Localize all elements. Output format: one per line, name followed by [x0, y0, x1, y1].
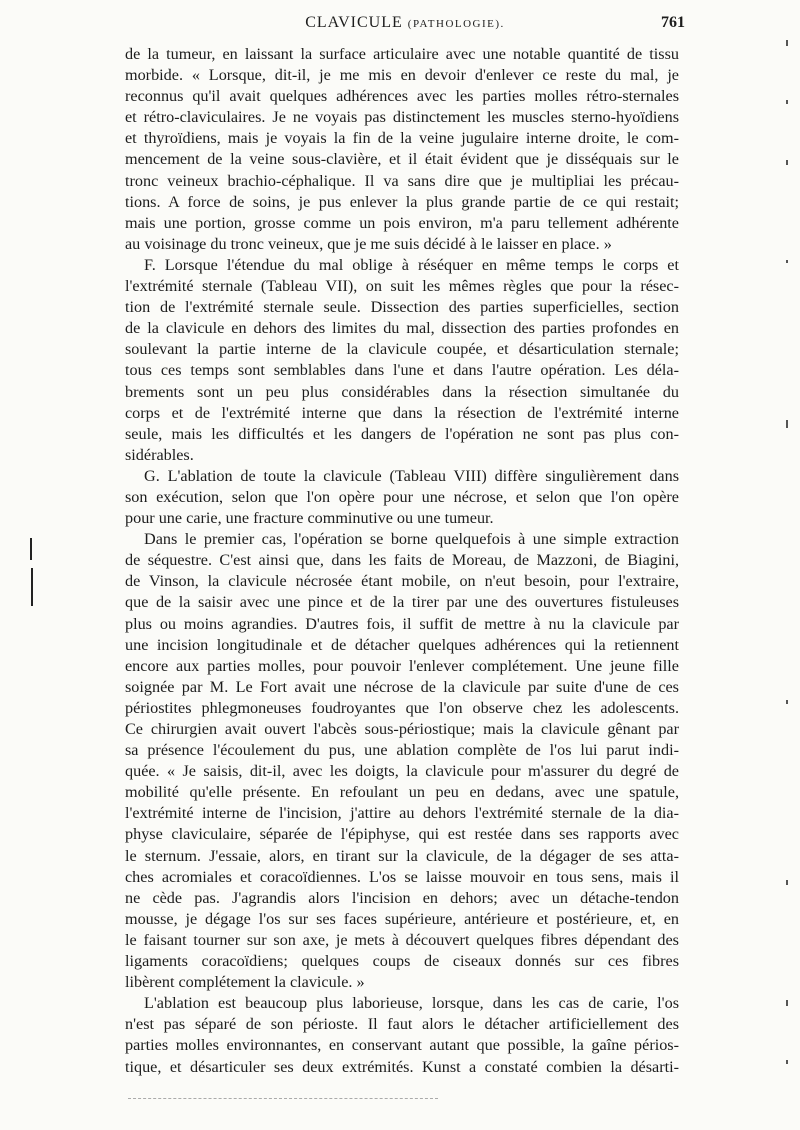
text-line: tions. A force de soins, je pus enlever la plus grande partie de ce qui restait;	[125, 192, 679, 211]
text-line: tion de l'extrémité sternale seule. Dissection des parties superficielles, section	[125, 298, 679, 317]
text-line: G. L'ablation de toute la clavicule (Tableau VIII) diffère singulièrement dans	[144, 466, 679, 485]
text-line: l'extrémité sternale (Tableau VII), on suit les mêmes règles que pour la résec-	[125, 277, 679, 296]
text-line: Dans le premier cas, l'opération se borne quelquefois à une simple extraction	[144, 530, 679, 549]
margin-bracket-marks	[28, 538, 36, 608]
text-line: de la clavicule en dehors des limites du mal, dissection des parties profondes en	[125, 319, 679, 338]
text-line: l'extrémité interne de l'incision, j'attire au dehors l'extrémité sternale de la dia-	[125, 804, 679, 823]
text-line: brements sont un peu plus considérables dans la résection simultanée du	[125, 382, 679, 401]
text-line: de séquestre. C'est ainsi que, dans les faits de Moreau, de Mazzoni, de Biagini,	[125, 551, 679, 570]
text-line: tronc veineux brachio-céphalique. Il va sans dire que je multipliai les précau-	[125, 171, 679, 190]
running-title	[125, 14, 685, 32]
text-line: parties molles environnantes, en conservant autant que possible, la gaîne périos-	[125, 1036, 679, 1055]
text-line: quée. « Je saisis, dit-il, avec les doigts, la clavicule pour m'assurer du degré de	[125, 762, 679, 781]
text-line: et thyroïdiens, mais je voyais la fin de la veine jugulaire interne droite, le com-	[125, 129, 679, 148]
text-line: de la tumeur, en laissant la surface articulaire avec une notable quantité de tissu	[125, 45, 679, 63]
text-line: Ce chirurgien avait ouvert l'abcès sous-périostique; mais la clavicule gênant par	[125, 720, 679, 738]
text-line: le faisant tourner sur son axe, je mets à découvert quelques fibres dépendant des	[125, 930, 679, 949]
text-line: encore aux parties molles, pour pouvoir l'enlever complétement. Une jeune fille	[125, 656, 679, 675]
header-title: CLAVICULE	[305, 14, 403, 31]
text-line: mencement de la veine sous-clavière, et il était évident que je disséquais sur le	[125, 150, 679, 169]
text-line: seule, mais les difficultés et les dangers de l'opération ne sont pas plus con-	[125, 424, 679, 443]
page-number: 761	[661, 14, 685, 31]
text-line: pour une carie, une fracture comminutive ou une tumeur.	[125, 509, 494, 528]
text-line: au voisinage du tronc veineux, que je me suis décidé à le laisser en place. »	[125, 234, 612, 253]
text-line: physe claviculaire, séparée de l'épiphyse, qui est restée dans ses rapports avec	[125, 825, 679, 844]
text-line: mais une portion, grosse comme un pois environ, m'a paru tellement adhérente	[125, 213, 679, 232]
text-line: plus ou moins agrandies. D'autres fois, il suffit de mettre à nu la clavicule par	[125, 614, 679, 633]
scan-edge-specks	[786, 0, 792, 1130]
text-line: ches acromiales et coracoïdiennes. L'os se laisse mouvoir en tous sens, mais il	[125, 867, 679, 886]
text-line: ligaments coracoïdiens; quelques coups de ciseaux donnés sur ces fibres	[125, 952, 679, 971]
header-subtitle: (PATHOLOGIE).	[407, 18, 505, 30]
text-line: sidérables.	[125, 445, 194, 464]
text-line: libèrent complétement la clavicule. »	[125, 973, 365, 992]
text-line: n'est pas séparé de son périoste. Il faut alors le détacher artificiellement des	[125, 1015, 679, 1034]
body-text	[125, 44, 679, 1078]
text-line: mobilité qu'elle présente. En refoulant un peu en dedans, avec une spatule,	[125, 783, 679, 802]
text-line: soulevant la partie interne de la clavicule coupée, et désarticulation sternale;	[125, 340, 679, 359]
text-line: soignée par M. Le Fort avait une nécrose de la clavicule par suite d'une de ces	[125, 677, 679, 696]
text-line: F. Lorsque l'étendue du mal oblige à réséquer en même temps le corps et	[144, 255, 679, 274]
text-line: mousse, je dégage l'os sur ses faces supérieure, antérieure et postérieure, et, en	[125, 909, 679, 928]
text-line: et rétro-claviculaires. Je ne voyais pas distinctement les muscles sterno-hyoïdiens	[125, 108, 679, 127]
text-line: L'ablation est beaucoup plus laborieuse, lorsque, dans les cas de carie, l'os	[144, 994, 679, 1013]
footer-scan-noise	[128, 1098, 438, 1101]
text-line: le sternum. J'essaie, alors, en tirant sur la clavicule, de la dégager de ses atta-	[125, 846, 679, 865]
text-line: périostites phlegmoneuses foudroyantes que l'on observe chez les adolescents.	[125, 698, 679, 717]
text-line: corps et de l'extrémité interne que dans la résection de l'extrémité interne	[125, 403, 679, 422]
text-line: tique, et désarticuler ses deux extrémités. Kunst a constaté combien la désarti-	[125, 1057, 679, 1076]
text-line: une incision longitudinale et de détacher quelques adhérences qui la retiennent	[125, 635, 679, 654]
text-line: son exécution, selon que l'on opère pour une nécrose, et selon que l'on opère	[125, 487, 679, 506]
running-header	[125, 14, 685, 40]
text-line: ne cède pas. J'agrandis alors l'incision en dehors; avec un détache-tendon	[125, 888, 679, 907]
text-line: sa présence l'écoulement du pus, une ablation complète de l'os lui parut indi-	[125, 741, 679, 760]
text-line: tous ces temps sont semblables dans l'une et dans l'autre opération. Les déla-	[125, 361, 679, 380]
text-line: de Vinson, la clavicule nécrosée étant mobile, on n'eut besoin, pour l'extraire,	[125, 572, 679, 591]
text-line: reconnus qu'il avait quelques adhérences avec les parties molles rétro-sternales	[125, 87, 679, 106]
text-line: morbide. « Lorsque, dit-il, je me mis en devoir d'enlever ce reste du mal, je	[125, 66, 679, 85]
text-line: que de la saisir avec une pince et de la tirer par une des ouvertures fistuleuses	[125, 593, 679, 612]
